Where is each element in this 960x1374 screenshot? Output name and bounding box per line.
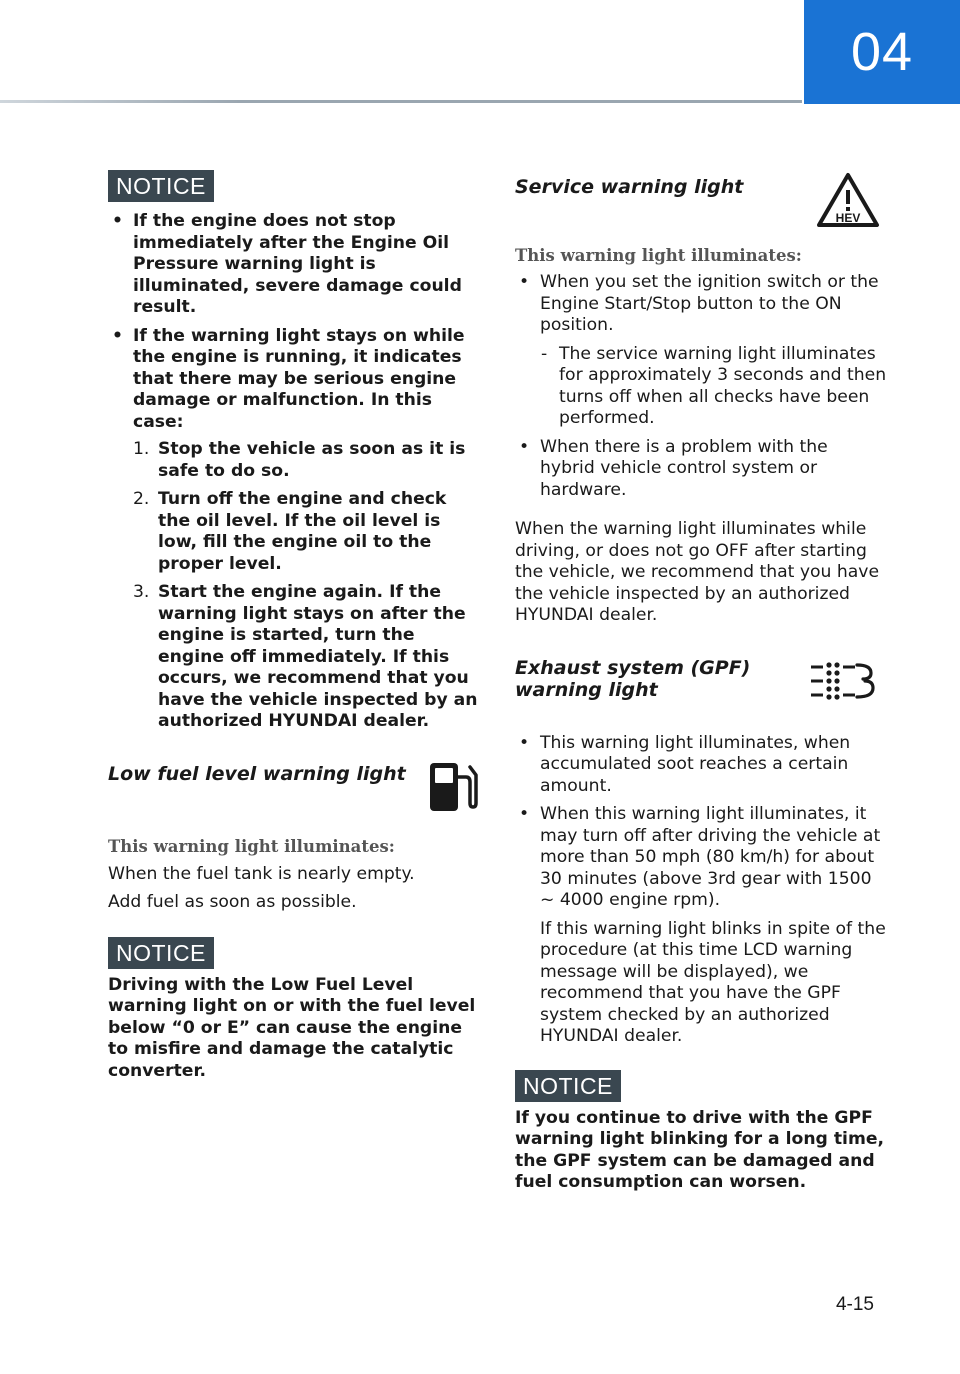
notice-text: If you continue to drive with the GPF warning light blinking for a long time, the GPF system can be damaged and fuel consumption can worsen. <box>515 1107 885 1192</box>
page-number: 4-15 <box>835 1294 874 1315</box>
list-item: • When you set the ignition switch or the Engine Start/Stop button to the ON position. - The service warning light illuminates for approximately 3 seconds and then turns off when all checks have been performed. <box>515 272 887 430</box>
gpf-warning-section <box>515 657 887 1048</box>
list-item: • This warning light illuminates, when accumulated soot reaches a certain amount. <box>515 733 887 798</box>
list-item: • When there is a problem with the hybrid vehicle control system or hardware. <box>515 437 887 502</box>
notice-text: Driving with the Low Fuel Level warning light on or with the fuel level below “0 or E” can cause the engine to misfire and damage the catalytic converter. <box>108 974 476 1081</box>
list-item: • If the warning light stays on while the engine is running, it indicates that there may be serious engine damage or malfunction. In this case: 1. Stop the vehicle as soon as it is safe to do so. 2. Turn off the engine and check the oil level. If the oil level is low, fill the engine oil to the proper level. 3. Start the engine again. If the warning light stays on after the engine is started, turn the engine off immediately. If this occurs, we recommend that you have the vehicle inspected by an authorized HYUNDAI dealer. <box>108 326 480 733</box>
paragraph: When the fuel tank is nearly empty. <box>108 863 415 884</box>
hev-icon-label: HEV <box>835 211 861 225</box>
step-item: 1. Stop the vehicle as soon as it is safe to do so. <box>133 439 466 481</box>
section-title: Exhaust system (GPF) warning light <box>515 656 751 701</box>
numbered-steps <box>133 439 480 733</box>
notice-label: NOTICE <box>108 170 214 202</box>
fuel-pump-icon <box>424 759 480 819</box>
list-item: • If the engine does not stop immediately after the Engine Oil Pressure warning light is illuminated, severe damage could result. <box>108 211 480 319</box>
illuminates-heading: This warning light illuminates: <box>515 246 802 265</box>
section-header <box>108 759 480 819</box>
section-header <box>515 657 887 709</box>
left-column <box>108 170 480 1082</box>
section-title: Low fuel level warning light <box>108 762 406 785</box>
step-item: 2. Turn off the engine and check the oil level. If the oil level is low, fill the engine oil to the proper level. <box>133 489 447 574</box>
service-warning-section <box>515 170 887 627</box>
notice-label: NOTICE <box>515 1070 621 1102</box>
section-header <box>515 170 887 234</box>
paragraph: Add fuel as soon as possible. <box>108 892 357 912</box>
bullet-continuation: If this warning light blinks in spite of the procedure (at this time LCD warning message will be displayed), we recommend that you have the GPF system checked by an authorized HYUNDAI dealer. <box>540 918 886 1046</box>
chapter-number: 04 <box>850 22 914 82</box>
low-fuel-section <box>108 759 480 914</box>
notice-low-fuel <box>108 937 480 1083</box>
list-item: • When this warning light illuminates, it may turn off after driving the vehicle at more than 50 mph (80 km/h) for about 30 minutes (above 3rd gear with 1500 ~ 4000 engine rpm). If this warning light blinks in spite of the procedure (at this time LCD warning message will be displayed), we recommend that you have the GPF system checked by an authorized HYUNDAI dealer. <box>515 804 887 1048</box>
notice-label: NOTICE <box>108 937 214 969</box>
step-item: 3. Start the engine again. If the warning light stays on after the engine is started, turn the engine off immediately. If this occurs, we recommend that you have the vehicle inspected by an authorized HYUNDAI dealer. <box>133 582 478 731</box>
sub-item: - The service warning light illuminates for approximately 3 seconds and then turns off when all checks have been performed. <box>540 344 887 430</box>
hev-warning-icon <box>815 170 881 234</box>
right-column <box>515 170 887 1194</box>
gpf-filter-icon <box>809 659 879 709</box>
service-bullets <box>515 272 887 501</box>
header-rule <box>0 100 802 103</box>
paragraph: When the warning light illuminates while driving, or does not go OFF after starting the vehicle, we recommend that you have the vehicle inspected by an authorized HYUNDAI dealer. <box>515 519 880 625</box>
notice-oil-pressure <box>108 170 480 733</box>
chapter-tab <box>804 0 960 104</box>
notice-bullets <box>108 211 480 733</box>
section-title: Service warning light <box>515 176 744 198</box>
notice-gpf <box>515 1070 887 1194</box>
gpf-bullets <box>515 733 887 1048</box>
illuminates-heading: This warning light illuminates: <box>108 836 395 856</box>
